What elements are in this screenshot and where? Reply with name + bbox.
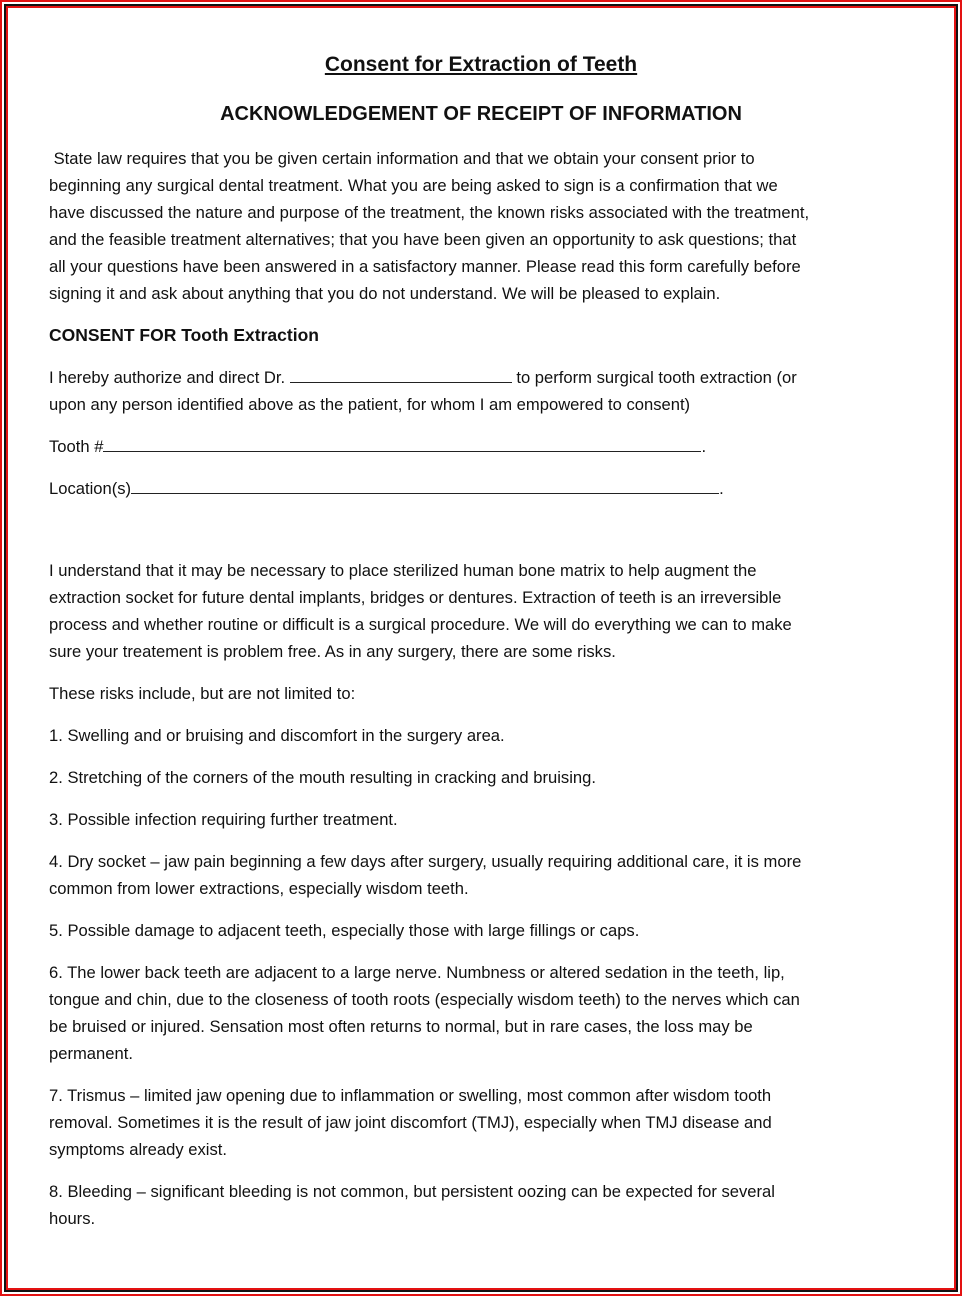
risk-line: 5. Possible damage to adjacent teeth, especially those with large fillings or caps. (49, 921, 640, 940)
risk-item (49, 959, 929, 1067)
risk-item (49, 917, 929, 944)
understand-line: I understand that it may be necessary to place sterilized human bone matrix to help augment the (49, 561, 757, 580)
risk-line: hours. (49, 1209, 96, 1228)
intro-line: State law requires that you be given certain information and that we obtain your consent prior to (49, 149, 755, 168)
risk-line: common from lower extractions, especially wisdom teeth. (49, 879, 469, 898)
risks-list (49, 722, 929, 1232)
understand-paragraph (49, 557, 929, 665)
intro-line: signing it and ask about anything that you do not understand. We will be pleased to explain. (49, 284, 721, 303)
authorize-line-2: upon any person identified above as the patient, for whom I am empowered to consent) (49, 395, 691, 414)
document-title: Consent for Extraction of Teeth (324, 53, 638, 76)
tooth-row (49, 433, 929, 460)
understand-line: sure your treatement is problem free. As in any surgery, there are some risks. (49, 642, 616, 661)
risk-item (49, 848, 929, 902)
risk-item (49, 806, 929, 833)
tooth-number-field[interactable] (103, 433, 701, 452)
authorize-suffix: to perform surgical tooth extraction (or (511, 368, 797, 387)
authorize-paragraph (49, 364, 929, 418)
location-label: Location(s) (49, 479, 132, 498)
tooth-period: . (701, 437, 707, 456)
risk-line: 7. Trismus – limited jaw opening due to inflammation or swelling, most common after wisdom tooth (49, 1086, 772, 1105)
intro-line: and the feasible treatment alternatives; that you have been given an opportunity to ask questions; that (49, 230, 797, 249)
document-body (49, 145, 929, 1247)
risk-line: permanent. (49, 1044, 133, 1063)
location-field[interactable] (131, 475, 719, 494)
authorize-line (49, 364, 929, 391)
risk-item (49, 1178, 929, 1232)
location-row (49, 475, 929, 502)
risks-intro: These risks include, but are not limited to: (49, 684, 356, 703)
risk-line: 3. Possible infection requiring further treatment. (49, 810, 398, 829)
understand-line: process and whether routine or difficult is a surgical procedure. We will do everything we can to make (49, 615, 792, 634)
doctor-name-field[interactable] (290, 364, 512, 383)
authorize-prefix: I hereby authorize and direct Dr. (49, 368, 290, 387)
intro-line: have discussed the nature and purpose of the treatment, the known risks associated with the treatment, (49, 203, 810, 222)
risk-line: 8. Bleeding – significant bleeding is not common, but persistent oozing can be expected for several (49, 1182, 775, 1201)
risk-line: removal. Sometimes it is the result of jaw joint discomfort (TMJ), especially when TMJ disease and (49, 1113, 772, 1132)
location-period: . (719, 479, 724, 498)
document-subtitle: ACKNOWLEDGEMENT OF RECEIPT OF INFORMATION (220, 103, 742, 125)
tooth-label: Tooth # (49, 437, 104, 456)
risk-line: 4. Dry socket – jaw pain beginning a few days after surgery, usually requiring additional care, it is more (49, 852, 802, 871)
risk-line: tongue and chin, due to the closeness of tooth roots (especially wisdom teeth) to the nerves which can (49, 990, 800, 1009)
risk-line: 2. Stretching of the corners of the mouth resulting in cracking and bruising. (49, 768, 596, 787)
understand-line: extraction socket for future dental implants, bridges or dentures. Extraction of teeth is an irreversible (49, 588, 782, 607)
intro-line: beginning any surgical dental treatment. What you are being asked to sign is a confirmation that we (49, 176, 778, 195)
risk-line: 6. The lower back teeth are adjacent to a large nerve. Numbness or altered sedation in the teeth, lip, (49, 963, 785, 982)
intro-line: all your questions have been answered in a satisfactory manner. Please read this form carefully before (49, 257, 801, 276)
risk-line: symptoms already exist. (49, 1140, 227, 1159)
consent-heading: CONSENT FOR Tooth Extraction (49, 325, 319, 345)
intro-paragraph (49, 145, 929, 307)
risk-item (49, 722, 929, 749)
risk-line: be bruised or injured. Sensation most often returns to normal, but in rare cases, the loss may be (49, 1017, 753, 1036)
risk-item (49, 764, 929, 791)
risk-item (49, 1082, 929, 1163)
risk-line: 1. Swelling and or bruising and discomfort in the surgery area. (49, 726, 505, 745)
